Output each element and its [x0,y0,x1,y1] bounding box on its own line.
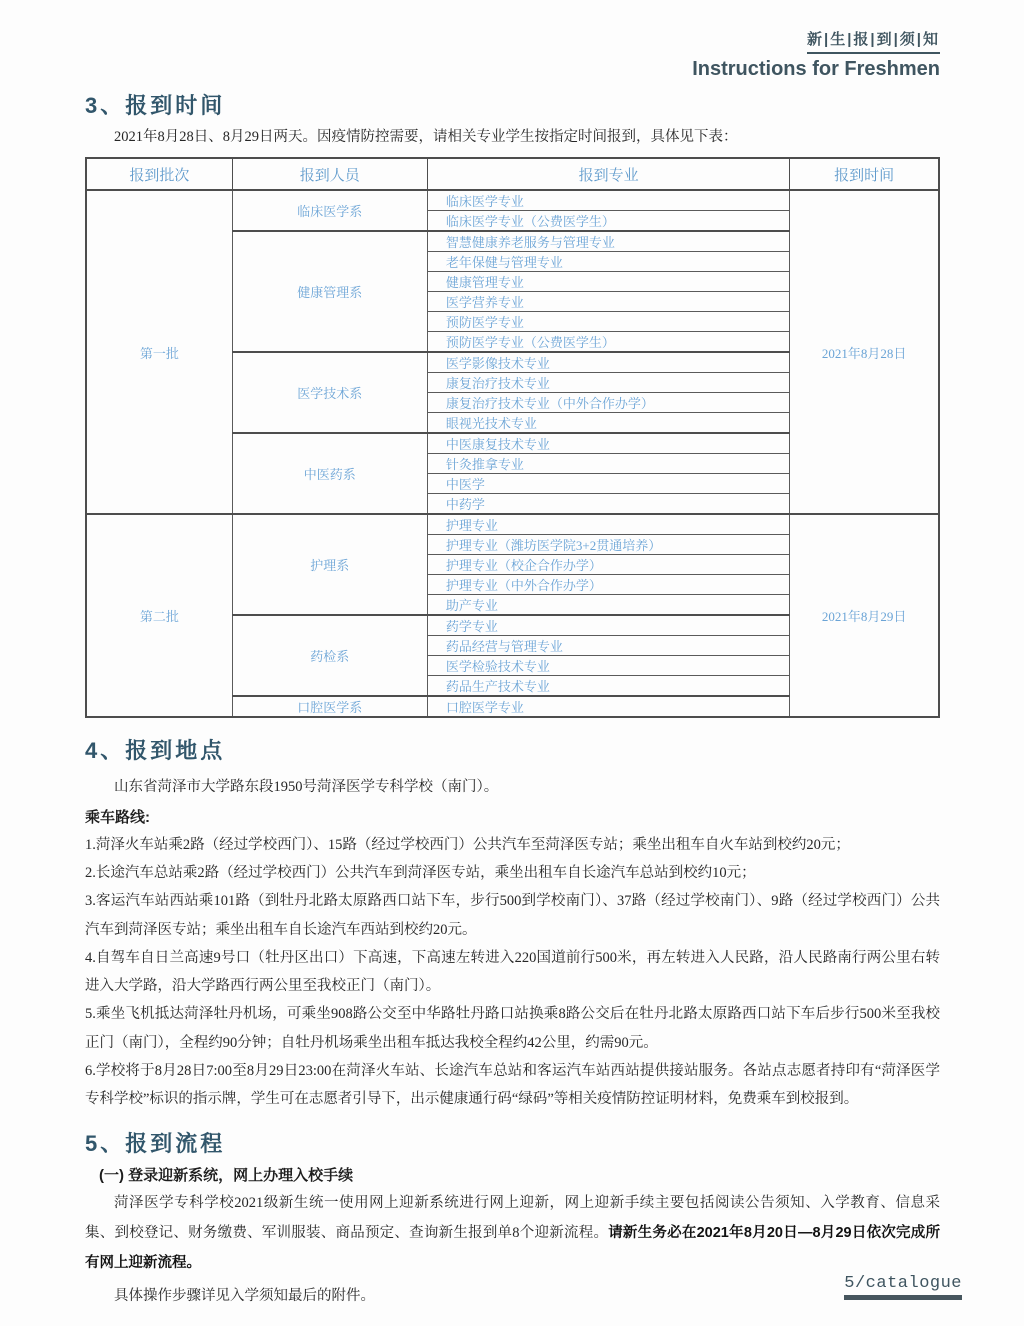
major-cell: 临床医学专业 [427,190,789,211]
doc-header-english-title: Instructions for Freshmen [692,58,940,80]
major-cell: 中医学 [427,474,789,494]
batch-cell: 第二批 [86,514,232,717]
route-item-4: 4.自驾车自日兰高速9号口（牡丹区出口）下高速，下高速左转进入220国道前行500米，再左转进入人民路，沿人民路南行两公里右转进入大学路，沿大学路西行两公里至我校正门（南门）。 [85,949,940,995]
process-paragraph-bold: 请新生务必在2021年8月20日—8月29日依次完成所有网上迎新流程。 [85,1225,941,1271]
footer-underline-bar [844,1295,962,1300]
time-cell: 2021年8月28日 [790,190,939,514]
major-cell: 药学专业 [427,615,789,636]
department-cell: 口腔医学系 [232,696,427,717]
major-cell: 药品生产技术专业 [427,676,789,697]
major-cell: 助产专业 [427,595,789,616]
major-cell: 护理专业（中外合作办学） [427,575,789,595]
table-row [86,514,939,535]
report-time-table [85,157,940,718]
major-cell: 护理专业（潍坊医学院3+2贯通培养） [427,535,789,555]
table-header-row [86,158,939,190]
column-header-personnel: 报到人员 [232,158,427,190]
column-header-major: 报到专业 [427,158,789,190]
section-5-title: 5、报到流程 [85,1131,226,1157]
major-cell: 中医康复技术专业 [427,433,789,454]
major-cell: 预防医学专业 [427,312,789,332]
column-header-time: 报到时间 [790,158,939,190]
major-cell: 医学检验技术专业 [427,656,789,676]
routes-label: 乘车路线: [85,808,150,826]
major-cell: 口腔医学专业 [427,696,789,717]
major-cell: 康复治疗技术专业 [427,373,789,393]
major-cell: 护理专业 [427,514,789,535]
major-cell: 医学营养专业 [427,292,789,312]
doc-header [85,30,940,81]
department-cell: 中医药系 [232,433,427,514]
department-cell: 护理系 [232,514,427,615]
major-cell: 预防医学专业（公费医学生） [427,332,789,353]
route-item-5: 5.乘坐飞机抵达菏泽牡丹机场，可乘坐908路公交至中华路牡丹路口站换乘8路公交后在牡丹北路太原路西口站下车后步行500米至我校正门（南门），全程约90分钟；自牡丹机场乘坐出租车抵达我校全程约42公里，约需90元。 [85,1006,940,1051]
major-cell: 康复治疗技术专业（中外合作办学） [427,393,789,413]
process-paragraph-normal: 菏泽医学专科学校2021级新生统一使用网上迎新系统进行网上迎新，网上迎新手续主要包括阅读公告须知、入学教育、信息采集、到校登记、财务缴费、军训服装、商品预定、查询新生报到单8个迎新流程。 [85,1195,940,1242]
column-header-batch: 报到批次 [86,158,232,190]
major-cell: 药品经营与管理专业 [427,636,789,656]
process-note: 具体操作步骤详见入学须知最后的附件。 [114,1287,375,1304]
section-5-subtitle: (一) 登录迎新系统，网上办理入校手续 [99,1167,354,1185]
route-item-6: 6.学校将于8月28日7:00至8月29日23:00在菏泽火车站、长途汽车总站和客运汽车站西站提供接站服务。各站点志愿者持印有“菏泽医学专科学校”标识的指示牌，学生可在志愿者引导下，出示健康通行码“绿码”等相关疫情防控证明材料，免费乘车到校报到。 [85,1062,940,1108]
time-cell: 2021年8月29日 [790,514,939,717]
department-cell: 药检系 [232,615,427,696]
route-item-3: 3.客运汽车站西站乘101路（到牡丹北路太原路西口站下车，步行500到学校南门）、37路（经过学校南门）、9路（经过学校西门）公共汽车到菏泽医专站；乘坐出租车自长途汽车西站到校约20元。 [85,893,940,938]
major-cell: 医学影像技术专业 [427,352,789,373]
doc-header-chinese-title: 新|生|报|到|须|知 [807,31,940,54]
major-cell: 临床医学专业（公费医学生） [427,211,789,232]
department-cell: 健康管理系 [232,231,427,352]
section-3-intro: 2021年8月28日、8月29日两天。因疫情防控需要，请相关专业学生按指定时间报到，具体见下表： [114,129,738,145]
route-item-2: 2.长途汽车总站乘2路（经过学校西门）公共汽车到菏泽医专站，乘坐出租车自长途汽车总站到校约10元； [85,865,756,882]
major-cell: 针灸推拿专业 [427,454,789,474]
report-table-body [86,190,939,717]
table-row [86,190,939,211]
major-cell: 眼视光技术专业 [427,413,789,434]
batch-cell: 第一批 [86,190,232,514]
major-cell: 智慧健康养老服务与管理专业 [427,231,789,252]
major-cell: 健康管理专业 [427,272,789,292]
department-cell: 医学技术系 [232,352,427,433]
section-3-title: 3、报到时间 [85,93,226,118]
process-paragraph [85,1189,940,1278]
major-cell: 老年保健与管理专业 [427,252,789,272]
page-footer [844,1274,962,1300]
major-cell: 中药学 [427,494,789,515]
route-item-1: 1.菏泽火车站乘2路（经过学校西门）、15路（经过学校西门）公共汽车至菏泽医专站；乘坐出租车自火车站到校约20元； [85,836,850,853]
footer-page-label: 5/catalogue [844,1274,962,1293]
department-cell: 临床医学系 [232,190,427,231]
major-cell: 护理专业（校企合作办学） [427,555,789,575]
campus-address: 山东省菏泽市大学路东段1950号菏泽医学专科学校（南门）。 [114,779,499,796]
section-4-title: 4、报到地点 [85,738,226,764]
